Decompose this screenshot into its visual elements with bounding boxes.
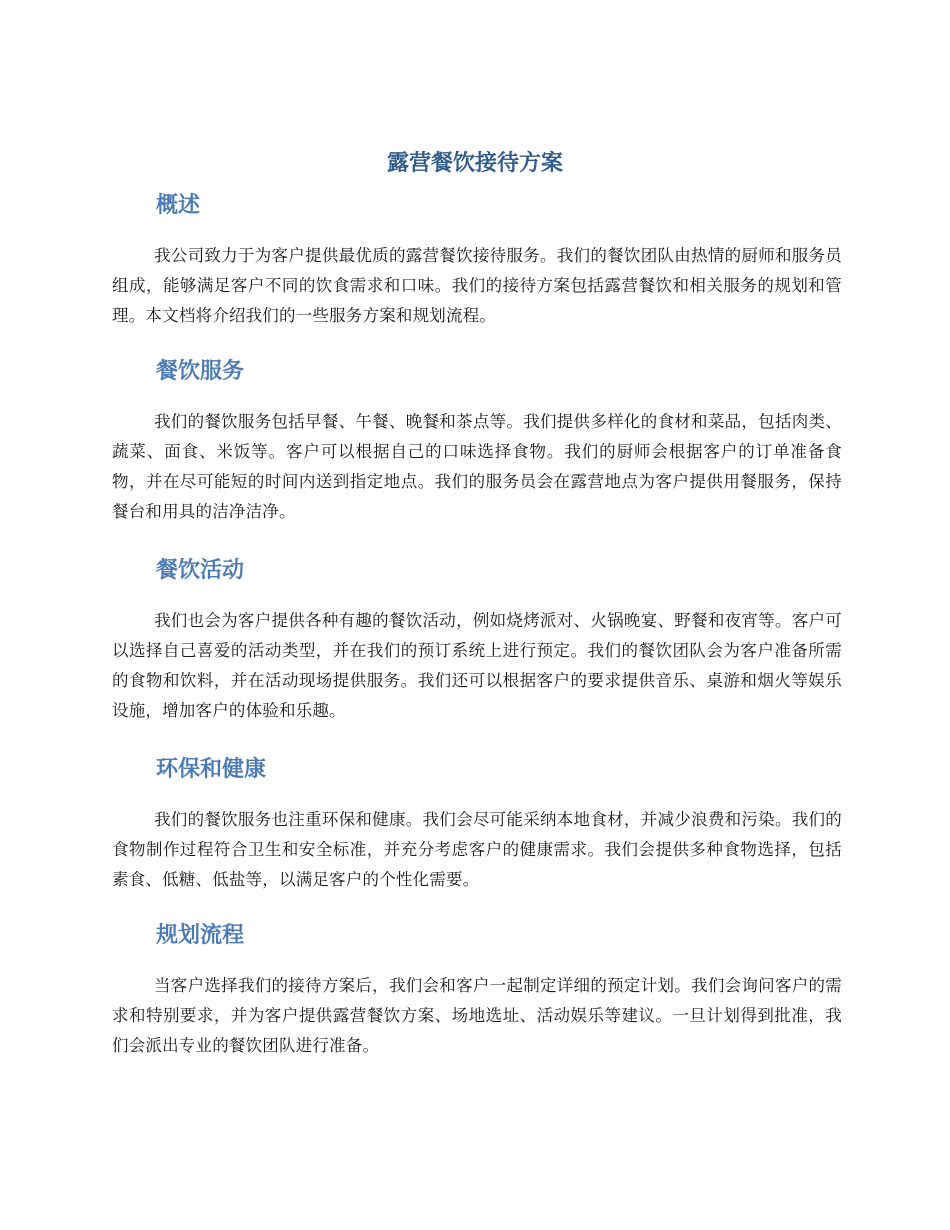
- section-heading-environment-health: 环保和健康: [156, 757, 267, 782]
- section-body-catering-activities: 我们也会为客户提供各种有趣的餐饮活动，例如烧烤派对、火锅晚宴、野餐和夜宵等。客户可以选择自己喜爱的活动类型，并在我们的预订系统上进行预定。我们的餐饮团队会为客户准备所需的食物和饮料，并在活动现场提供服务。我们还可以根据客户的要求提供音乐、桌游和烟火等娱乐设施，增加客户的体验和乐趣。: [112, 611, 842, 720]
- section-body-catering-service: 我们的餐饮服务包括早餐、午餐、晚餐和茶点等。我们提供多样化的食材和菜品，包括肉类、蔬菜、面食、米饭等。客户可以根据自己的口味选择食物。我们的厨师会根据客户的订单准备食物，并在尽可能短的时间内送到指定地点。我们的服务员会在露营地点为客户提供用餐服务，保持餐台和用具的洁净洁净。: [112, 412, 842, 521]
- section-heading-catering-activities: 餐饮活动: [156, 558, 245, 583]
- section-body-planning-process: 当客户选择我们的接待方案后，我们会和客户一起制定详细的预定计划。我们会询问客户的需求和特别要求，并为客户提供露营餐饮方案、场地选址、活动娱乐等建议。一旦计划得到批准，我们会派出专业的餐饮团队进行准备。: [112, 976, 842, 1055]
- section-body-overview: 我公司致力于为客户提供最优质的露营餐饮接待服务。我们的餐饮团队由热情的厨师和服务员组成，能够满足客户不同的饮食需求和口味。我们的接待方案包括露营餐饮和相关服务的规划和管理。本文档将介绍我们的一些服务方案和规划流程。: [112, 246, 842, 325]
- section-heading-catering-service: 餐饮服务: [156, 359, 245, 384]
- section-body-environment-health: 我们的餐饮服务也注重环保和健康。我们会尽可能采纳本地食材，并减少浪费和污染。我们的食物制作过程符合卫生和安全标准，并充分考虑客户的健康需求。我们会提供多种食物选择，包括素食、低糖、低盐等，以满足客户的个性化需要。: [112, 810, 842, 889]
- document-title: 露营餐饮接待方案: [386, 151, 563, 176]
- section-heading-planning-process: 规划流程: [156, 923, 245, 948]
- section-heading-overview: 概述: [156, 193, 201, 218]
